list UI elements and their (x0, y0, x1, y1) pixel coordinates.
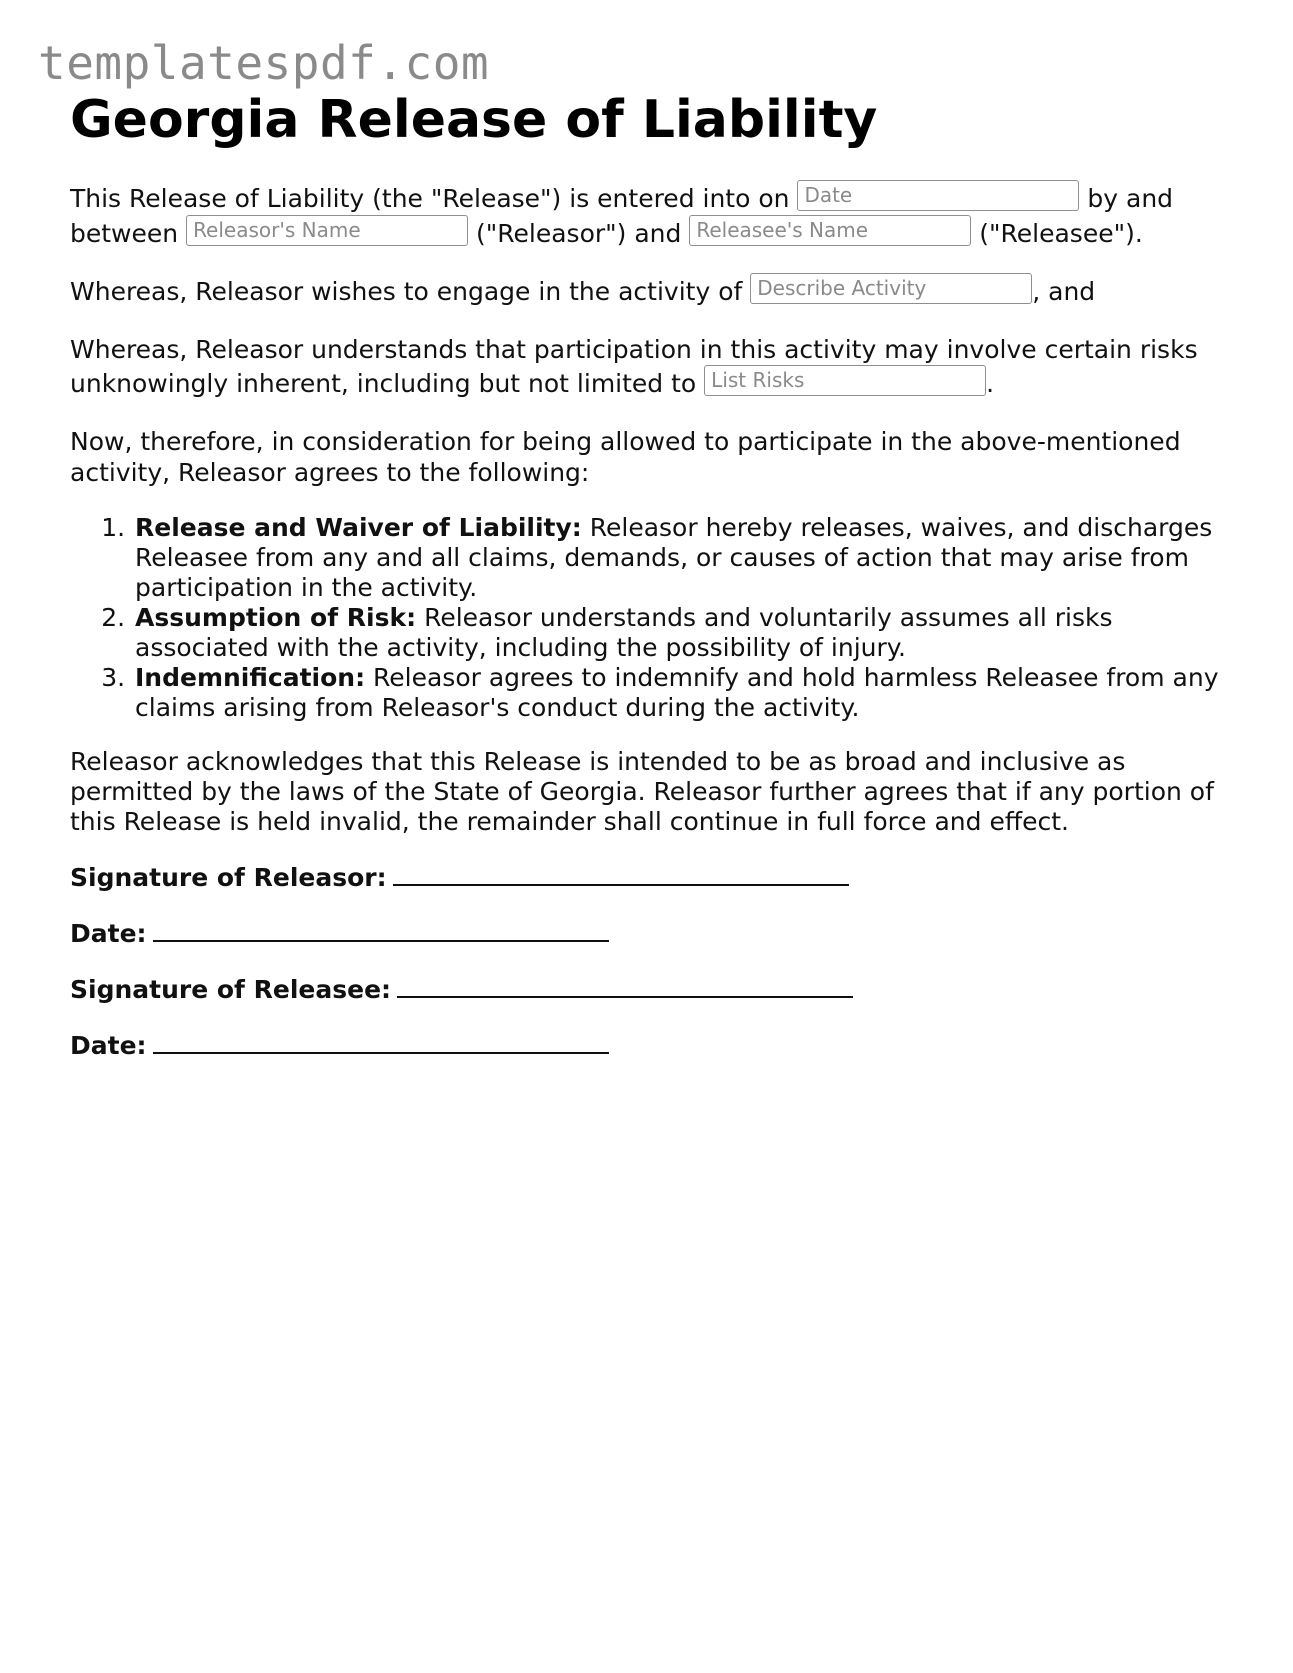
list-item (133, 513, 1230, 603)
releasor-signature-row (70, 862, 1230, 893)
document-page (70, 88, 1230, 1061)
releasee-signature-row (70, 974, 1230, 1005)
term-heading: Assumption of Risk: (135, 603, 417, 632)
risks-paragraph (70, 334, 1230, 399)
activity-input[interactable]: Describe Activity (750, 273, 1032, 304)
risks-text-2: . (986, 369, 995, 398)
intro-text-3: ("Releasor") and (476, 219, 682, 248)
releasee-name-input[interactable]: Releasee's Name (689, 215, 971, 246)
term-text: Releasor hereby releases, waives, and discharges Releasee from any and all claims, demands, or causes of action that may arise from participation in the activity. (135, 513, 1213, 602)
releasee-signature-label: Signature of Releasee: (70, 975, 392, 1004)
releasee-date-label: Date: (70, 1031, 147, 1060)
risks-text-1: Whereas, Releasor understands that participation in this activity may involve certain risks unknowingly inherent, including but not limited to (70, 335, 1198, 398)
date-input[interactable]: Date (797, 180, 1079, 211)
intro-text-4: ("Releasee"). (979, 219, 1143, 248)
intro-text-1: This Release of Liability (the "Release") is entered into on (70, 184, 790, 213)
releasor-name-input[interactable]: Releasor's Name (186, 215, 468, 246)
releasor-date-line[interactable] (153, 918, 609, 942)
releasee-signature-line[interactable] (397, 974, 853, 998)
intro-paragraph (70, 180, 1230, 250)
watermark: templatespdf.com (38, 36, 490, 90)
releasee-date-line[interactable] (153, 1030, 609, 1054)
terms-list (70, 513, 1230, 723)
releasor-date-label: Date: (70, 919, 147, 948)
term-text: Releasor understands and voluntarily assumes all risks associated with the activity, including the possibility of injury. (135, 603, 1113, 662)
releasor-date-row (70, 918, 1230, 949)
list-item (133, 603, 1230, 663)
intro-text-2: by and between (70, 184, 1174, 248)
term-heading: Indemnification: (135, 663, 366, 692)
term-heading: Release and Waiver of Liability: (135, 513, 582, 542)
term-text: Releasor agrees to indemnify and hold harmless Releasee from any claims arising from Releasor's conduct during the activity. (135, 663, 1219, 722)
releasor-signature-label: Signature of Releasor: (70, 863, 387, 892)
risks-input[interactable]: List Risks (704, 365, 986, 396)
consideration-paragraph: Now, therefore, in consideration for being allowed to participate in the above-mentioned activity, Releasor agrees to the following: (70, 427, 1181, 487)
releasor-signature-line[interactable] (393, 862, 849, 886)
list-item (133, 663, 1230, 723)
activity-text-1: Whereas, Releasor wishes to engage in the activity of (70, 277, 743, 306)
document-title: Georgia Release of Liability (70, 90, 878, 150)
releasee-date-row (70, 1030, 1230, 1061)
activity-paragraph (70, 273, 1230, 307)
acknowledgment-paragraph: Releasor acknowledges that this Release is intended to be as broad and inclusive as permitted by the laws of the State of Georgia. Releasor further agrees that if any portion of this Release is held invalid, the remainder shall continue in full force and effect. (70, 747, 1214, 836)
activity-text-2: , and (1032, 277, 1096, 306)
